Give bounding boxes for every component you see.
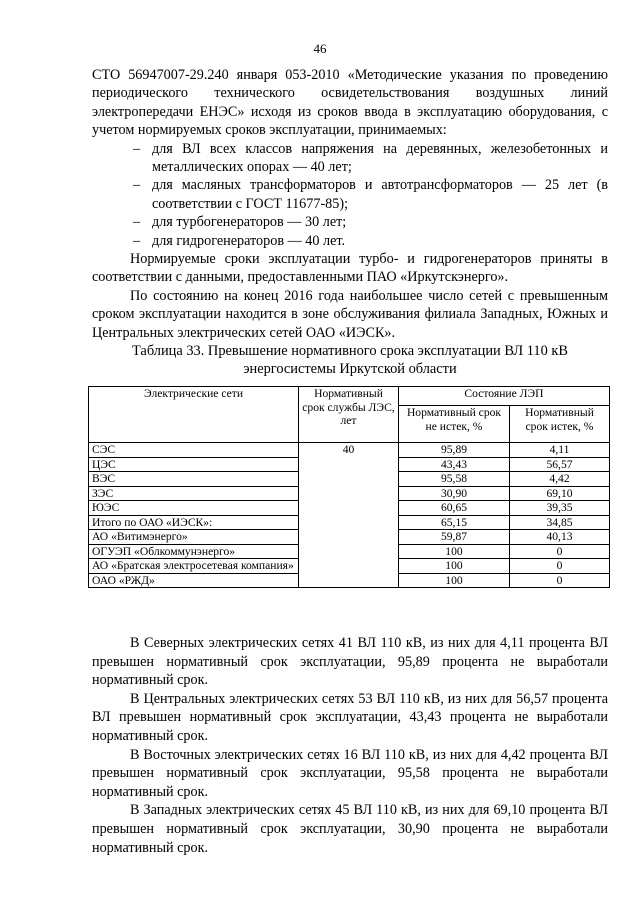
table-caption: Таблица 33. Превышение нормативного срока эксплуатации ВЛ 110 кВ энергосистемы Иркутской области <box>132 343 568 378</box>
cell-expired: 40,13 <box>510 530 610 545</box>
cell-not-expired: 100 <box>399 544 510 559</box>
cell-network: ОГУЭП «Облкоммунэнерго» <box>89 544 299 559</box>
intro-paragraph: СТО 56947007-29.240 января 053-2010 «Методические указания по проведению периодического технического освидетельствования воздушных линий электропередачи ЕНЭС» исходя из сроков ввода в эксплуатацию оборудования, с учетом нормируемых сроков эксплуатации, принимаемых: <box>92 67 608 139</box>
cell-expired: 56,57 <box>510 457 610 472</box>
header-state: Состояние ЛЭП <box>399 387 610 406</box>
cell-not-expired: 95,89 <box>399 443 510 458</box>
header-not-expired: Нормативный срок не истек, % <box>399 406 510 443</box>
intro-paragraph-2: Нормируемые сроки эксплуатации турбо- и гидрогенераторов приняты в соответствии с данными, предоставленными ПАО «Иркутскэнерго». <box>92 251 608 286</box>
body-paragraph: В Восточных электрических сетях 16 ВЛ 110 кВ, из них для 4,42 процента ВЛ превышен нормативный срок эксплуатации, 95,58 процента не выработали нормативный срок. <box>92 746 608 800</box>
cell-network: ЮЭС <box>89 501 299 516</box>
cell-not-expired: 30,90 <box>399 486 510 501</box>
norm-list-item: – для турбогенераторов — 30 лет; <box>92 213 608 231</box>
cell-service-life: 40 <box>299 443 399 588</box>
norm-list <box>92 140 608 250</box>
body-paragraph: В Центральных электрических сетях 53 ВЛ 110 кВ, из них для 56,57 процента ВЛ превышен нормативный срок эксплуатации, 43,43 процента не выработали нормативный срок. <box>92 690 608 744</box>
cell-network: ОАО «РЖД» <box>89 573 299 588</box>
cell-expired: 4,42 <box>510 472 610 487</box>
cell-not-expired: 95,58 <box>399 472 510 487</box>
body-section <box>92 634 608 857</box>
cell-expired: 69,10 <box>510 486 610 501</box>
cell-network: ВЭС <box>89 472 299 487</box>
cell-expired: 39,35 <box>510 501 610 516</box>
cell-network: ЗЭС <box>89 486 299 501</box>
cell-not-expired: 65,15 <box>399 515 510 530</box>
cell-not-expired: 59,87 <box>399 530 510 545</box>
body-paragraph: В Западных электрических сетях 45 ВЛ 110 кВ, из них для 69,10 процента ВЛ превышен нормативный срок эксплуатации, 30,90 процента не выработали нормативный срок. <box>92 802 608 856</box>
norm-list-item: – для масляных трансформаторов и автотрансформаторов — 25 лет (в соответствии с ГОСТ 11677-85); <box>92 176 608 213</box>
intro-section <box>92 66 608 342</box>
norm-list-item: – для гидрогенераторов — 40 лет. <box>92 232 608 250</box>
header-network: Электрические сети <box>89 387 299 443</box>
body-paragraph: В Северных электрических сетях 41 ВЛ 110 кВ, из них для 4,11 процента ВЛ превышен нормативный срок эксплуатации, 95,89 процента не выработали нормативный срок. <box>92 635 608 689</box>
cell-network: АО «Витимэнерго» <box>89 530 299 545</box>
page-number: 46 <box>313 41 327 56</box>
header-service-life: Нормативный срок службы ЛЭС, лет <box>299 387 399 443</box>
intro-paragraph-3: По состоянию на конец 2016 года наибольшее число сетей с превышенным сроком эксплуатации находится в зоне обслуживания филиала Западных, Южных и Центральных электрических сетей ОАО «ИЭСК». <box>92 287 608 341</box>
cell-network: СЭС <box>89 443 299 458</box>
table-row <box>89 443 610 458</box>
cell-network: ЦЭС <box>89 457 299 472</box>
cell-expired: 4,11 <box>510 443 610 458</box>
cell-expired: 34,85 <box>510 515 610 530</box>
cell-expired: 0 <box>510 559 610 574</box>
cell-not-expired: 43,43 <box>399 457 510 472</box>
cell-expired: 0 <box>510 573 610 588</box>
header-expired: Нормативный срок истек, % <box>510 406 610 443</box>
cell-not-expired: 100 <box>399 559 510 574</box>
cell-not-expired: 60,65 <box>399 501 510 516</box>
cell-not-expired: 100 <box>399 573 510 588</box>
norm-list-item: – для ВЛ всех классов напряжения на деревянных, железобетонных и металлических опорах — 40 лет; <box>92 140 608 177</box>
cell-expired: 0 <box>510 544 610 559</box>
overdue-lines-table <box>88 386 610 588</box>
cell-network: АО «Братская электросетевая компания» <box>89 559 299 574</box>
cell-network: Итого по ОАО «ИЭСК»: <box>89 515 299 530</box>
